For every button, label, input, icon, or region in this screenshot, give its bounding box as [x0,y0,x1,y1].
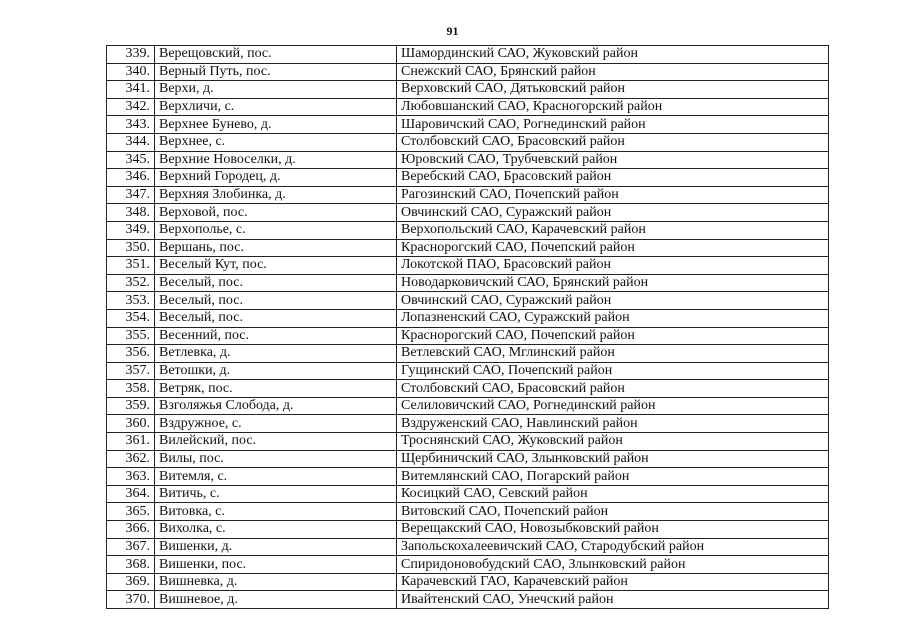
settlement-name-cell: Вихолка, с. [155,521,397,539]
settlement-name-cell: Вилейский, пос. [155,433,397,451]
row-number-cell: 348. [107,204,155,222]
admin-unit-cell: Новодарковичский САО, Брянский район [397,274,829,292]
admin-unit-cell: Краснорогский САО, Почепский район [397,239,829,257]
settlement-name-cell: Ветошки, д. [155,362,397,380]
settlement-name-cell: Верхний Городец, д. [155,169,397,187]
row-number-cell: 363. [107,468,155,486]
row-number-cell: 352. [107,274,155,292]
settlement-name-cell: Веселый, пос. [155,309,397,327]
table-row [107,257,829,275]
settlement-name-cell: Веселый, пос. [155,274,397,292]
table-row [107,591,829,609]
settlement-name-cell: Витемля, с. [155,468,397,486]
settlement-name-cell: Веселый, пос. [155,292,397,310]
settlement-name-cell: Вишенки, пос. [155,556,397,574]
admin-unit-cell: Селиловичский САО, Рогнединский район [397,397,829,415]
row-number-cell: 354. [107,309,155,327]
row-number-cell: 350. [107,239,155,257]
admin-unit-cell: Локотской ПАО, Брасовский район [397,257,829,275]
table-row [107,151,829,169]
row-number-cell: 366. [107,521,155,539]
row-number-cell: 355. [107,327,155,345]
table-row [107,98,829,116]
admin-unit-cell: Столбовский САО, Брасовский район [397,133,829,151]
table-row [107,292,829,310]
settlement-name-cell: Верховой, пос. [155,204,397,222]
admin-unit-cell: Верховский САО, Дятьковский район [397,81,829,99]
table-row [107,204,829,222]
admin-unit-cell: Столбовский САО, Брасовский район [397,380,829,398]
row-number-cell: 351. [107,257,155,275]
admin-unit-cell: Шаровичский САО, Рогнединский район [397,116,829,134]
admin-unit-cell: Витемлянский САО, Погарский район [397,468,829,486]
table-row [107,327,829,345]
settlement-name-cell: Верный Путь, пос. [155,63,397,81]
settlement-name-cell: Верхняя Злобинка, д. [155,186,397,204]
row-number-cell: 353. [107,292,155,310]
row-number-cell: 357. [107,362,155,380]
table-row [107,309,829,327]
admin-unit-cell: Витовский САО, Почепский район [397,503,829,521]
row-number-cell: 367. [107,538,155,556]
settlement-name-cell: Верхополье, с. [155,221,397,239]
row-number-cell: 347. [107,186,155,204]
table-row [107,573,829,591]
admin-unit-cell: Овчинский САО, Суражский район [397,292,829,310]
row-number-cell: 341. [107,81,155,99]
table-row [107,46,829,64]
row-number-cell: 362. [107,450,155,468]
table-row [107,521,829,539]
admin-unit-cell: Щербиничский САО, Злынковский район [397,450,829,468]
table-row [107,186,829,204]
row-number-cell: 359. [107,397,155,415]
admin-unit-cell: Снежский САО, Брянский район [397,63,829,81]
settlement-name-cell: Вздружное, с. [155,415,397,433]
table-row [107,485,829,503]
admin-unit-cell: Ветлевский САО, Мглинский район [397,345,829,363]
settlement-name-cell: Вершань, пос. [155,239,397,257]
table-row [107,239,829,257]
settlement-name-cell: Вишневое, д. [155,591,397,609]
table-row [107,63,829,81]
admin-unit-cell: Верещакский САО, Новозыбковский район [397,521,829,539]
table-row [107,433,829,451]
settlement-name-cell: Верхнее, с. [155,133,397,151]
row-number-cell: 356. [107,345,155,363]
row-number-cell: 361. [107,433,155,451]
row-number-cell: 340. [107,63,155,81]
admin-unit-cell: Спиридоновобудский САО, Злынковский район [397,556,829,574]
admin-unit-cell: Карачевский ГАО, Карачевский район [397,573,829,591]
table-row [107,556,829,574]
admin-unit-cell: Лопазненский САО, Суражский район [397,309,829,327]
settlement-name-cell: Верхнее Бунево, д. [155,116,397,134]
row-number-cell: 342. [107,98,155,116]
row-number-cell: 339. [107,46,155,64]
settlements-table [106,45,829,609]
table-row [107,274,829,292]
row-number-cell: 364. [107,485,155,503]
admin-unit-cell: Запольскохалеевичский САО, Стародубский район [397,538,829,556]
admin-unit-cell: Веребский САО, Брасовский район [397,169,829,187]
admin-unit-cell: Рагозинский САО, Почепский район [397,186,829,204]
admin-unit-cell: Любовшанский САО, Красногорский район [397,98,829,116]
row-number-cell: 365. [107,503,155,521]
admin-unit-cell: Верхопольский САО, Карачевский район [397,221,829,239]
table-row [107,116,829,134]
settlement-name-cell: Верхние Новоселки, д. [155,151,397,169]
settlement-name-cell: Вилы, пос. [155,450,397,468]
row-number-cell: 368. [107,556,155,574]
table-row [107,169,829,187]
admin-unit-cell: Юровский САО, Трубчевский район [397,151,829,169]
settlement-name-cell: Взголяжья Слобода, д. [155,397,397,415]
page-number: 91 [446,24,459,38]
admin-unit-cell: Троснянский САО, Жуковский район [397,433,829,451]
admin-unit-cell: Шамординский САО, Жуковский район [397,46,829,64]
row-number-cell: 360. [107,415,155,433]
row-number-cell: 370. [107,591,155,609]
settlement-name-cell: Ветлевка, д. [155,345,397,363]
table-row [107,538,829,556]
table-row [107,133,829,151]
table-row [107,345,829,363]
admin-unit-cell: Ивайтенский САО, Унечский район [397,591,829,609]
table-row [107,468,829,486]
table-row [107,415,829,433]
settlement-name-cell: Вишневка, д. [155,573,397,591]
row-number-cell: 343. [107,116,155,134]
settlement-name-cell: Верхличи, с. [155,98,397,116]
table-row [107,380,829,398]
settlement-name-cell: Витичь, с. [155,485,397,503]
admin-unit-cell: Овчинский САО, Суражский район [397,204,829,222]
table-row [107,81,829,99]
table-body [107,46,829,609]
row-number-cell: 369. [107,573,155,591]
admin-unit-cell: Вздруженский САО, Навлинский район [397,415,829,433]
settlement-name-cell: Верхи, д. [155,81,397,99]
settlement-name-cell: Витовка, с. [155,503,397,521]
settlement-name-cell: Весенний, пос. [155,327,397,345]
settlement-name-cell: Ветряк, пос. [155,380,397,398]
settlement-name-cell: Веселый Кут, пос. [155,257,397,275]
row-number-cell: 346. [107,169,155,187]
table-row [107,362,829,380]
row-number-cell: 358. [107,380,155,398]
table-row [107,397,829,415]
table-row [107,221,829,239]
row-number-cell: 344. [107,133,155,151]
settlement-name-cell: Верещовский, пос. [155,46,397,64]
row-number-cell: 345. [107,151,155,169]
admin-unit-cell: Гущинский САО, Почепский район [397,362,829,380]
table-row [107,450,829,468]
settlement-name-cell: Вишенки, д. [155,538,397,556]
admin-unit-cell: Краснорогский САО, Почепский район [397,327,829,345]
admin-unit-cell: Косицкий САО, Севский район [397,485,829,503]
row-number-cell: 349. [107,221,155,239]
table-row [107,503,829,521]
